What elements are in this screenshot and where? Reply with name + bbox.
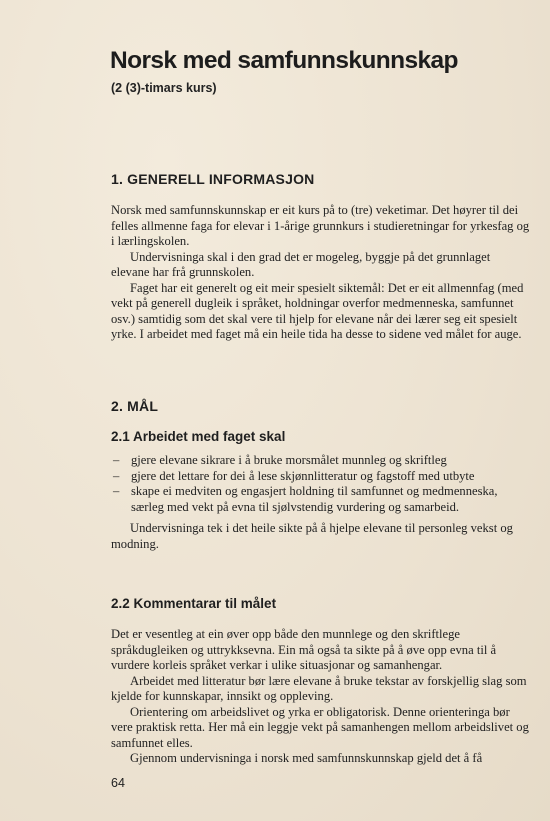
list-item: – gjere elevane sikrare i å bruke morsmålet munnleg og skriftleg <box>113 453 447 467</box>
page-number: 64 <box>111 776 125 790</box>
subsection-comments-body <box>111 627 531 767</box>
paragraph: Det er vesentleg at ein øver opp både den munnlege og den skriftlege språkdugleiken og uttrykksevna. Ein må også ta sikte på å øve opp evna til å vurdere korleis språket verkar i ulike situasjonar og samanhengar. <box>111 627 497 672</box>
subsection-work-body <box>111 521 531 552</box>
subsection-heading-work: 2.1 Arbeidet med faget skal <box>111 429 286 444</box>
page-subtitle: (2 (3)-timars kurs) <box>111 81 217 95</box>
list-item: – skape ei medviten og engasjert holdning til samfunnet og medmenneska, særleg med vekt på evna til sjølvstendig vurdering og samarbeid. <box>113 484 498 514</box>
section-heading-goals: 2. MÅL <box>111 398 159 414</box>
goal-list <box>111 453 531 515</box>
subsection-heading-comments: 2.2 Kommentarar til målet <box>111 596 277 611</box>
paragraph: Faget har eit generelt og eit meir spesielt siktemål: Det er eit allmennfag (med vekt på generell dugleik i språket, holdningar overfor medmenneska, samfunnet osv.) samtidig som det skal vere til hjelp for elevane når dei lærer seg eit spesielt yrke. I arbeidet med faget må ein heile tida ha desse to sidene ved målet for auge. <box>111 280 524 341</box>
section-general-info-body <box>111 203 531 343</box>
paragraph: Undervisninga tek i det heile sikte på å hjelpe elevane til personleg vekst og modning. <box>111 521 513 551</box>
section-heading-general-info: 1. GENERELL INFORMASJON <box>111 171 315 187</box>
paragraph: Norsk med samfunnskunnskap er eit kurs på to (tre) veketimar. Det høyrer til dei felles allmenne faga for elevar i 1-årige grunnkurs i studieretningar for yrkesfag og i lærlingskolen. <box>111 203 530 248</box>
paragraph: Orientering om arbeidslivet og yrka er obligatorisk. Denne orienteringa bør vere praktisk retta. Her må ein leggje vekt på samanhengen mellom arbeidslivet og samfunnet elles. <box>111 704 529 750</box>
page-title: Norsk med samfunnskunnskap <box>110 47 458 74</box>
paragraph: Gjennom undervisninga i norsk med samfunnskunnskap gjeld det å få <box>130 751 483 765</box>
paragraph: Arbeidet med litteratur bør lære elevane å bruke tekstar av forskjellig slag som kjelde for kunnskapar, innsikt og oppleving. <box>111 673 527 703</box>
list-item: – gjere det lettare for dei å lese skjønnlitteratur og fagstoff med utbyte <box>113 468 475 483</box>
paragraph: Undervisninga skal i den grad det er mogeleg, byggje på det grunnlaget elevane har frå grunnskolen. <box>111 249 491 279</box>
